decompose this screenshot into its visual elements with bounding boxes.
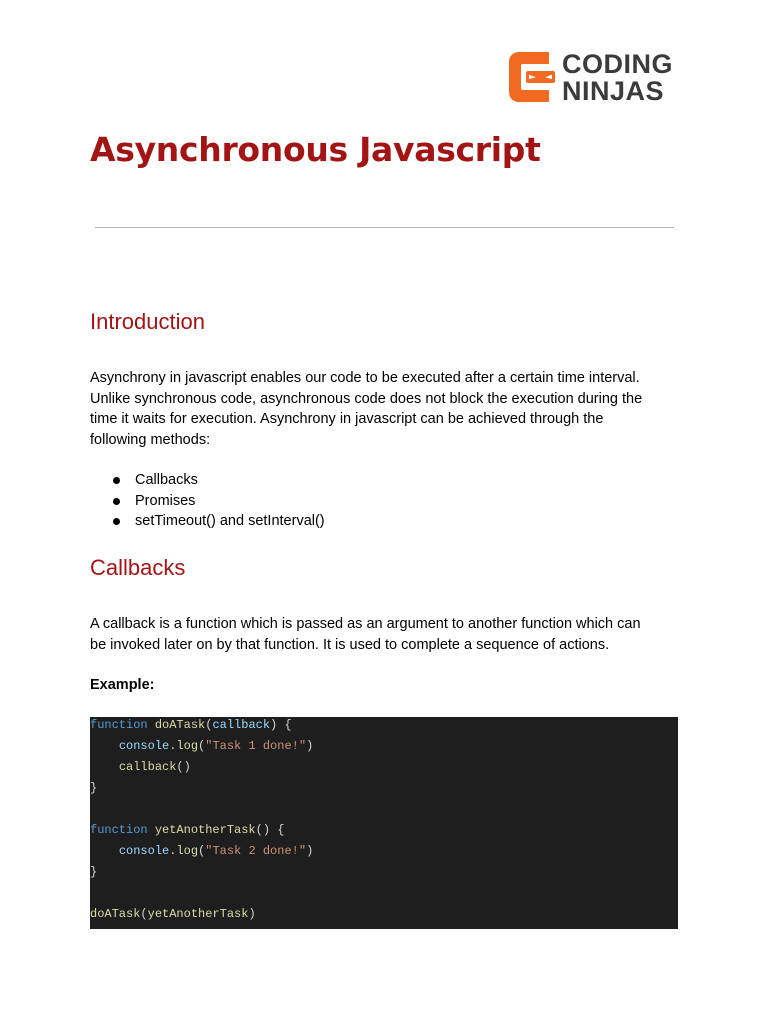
code-line [90,907,256,922]
code-line [90,823,284,838]
code-token: ( [198,739,206,753]
code-token: } [90,781,98,795]
code-token: callback [212,718,271,732]
code-token: ( [198,844,206,858]
code-token: log [176,739,199,753]
callbacks-paragraph [90,614,670,655]
code-token: ) [306,844,314,858]
code-token: function [90,823,148,837]
code-token: yetAnotherTask [154,823,256,837]
code-token: yetAnotherTask [147,907,249,921]
callbacks-line: A callback is a function which is passed as an argument to another function which can [90,616,641,632]
code-token: callback [118,760,177,774]
code-token: . [169,844,177,858]
code-token [90,760,119,774]
code-token: "Task 2 done!" [205,844,307,858]
bullet-icon [113,477,120,484]
code-line [90,739,313,754]
code-token: ( [140,907,148,921]
code-token: ) [306,739,314,753]
code-line [90,760,191,775]
code-block [90,717,678,929]
code-token: function [90,718,148,732]
ninja-mask-icon [509,52,555,102]
title-divider [95,227,674,228]
code-token: console [118,844,170,858]
logo-wordmark [562,51,682,105]
code-token [148,718,155,732]
code-token: "Task 1 done!" [205,739,307,753]
code-token: () [176,760,191,774]
code-token: doATask [90,907,141,921]
code-token: ) [248,907,256,921]
code-line [90,865,97,880]
logo-line-coding: CODING [562,49,673,79]
introduction-line: Asynchrony in javascript enables our code to be executed after a certain time interval. [90,370,640,386]
example-label: Example: [90,677,155,693]
code-line [90,781,97,796]
code-token: } [90,865,98,879]
list-item-text: setTimeout() and setInterval() [135,513,325,530]
callbacks-line: be invoked later on by that function. It is used to complete a sequence of actions. [90,636,610,653]
introduction-paragraph [90,368,670,451]
list-item-text: Promises [135,492,196,509]
code-token [90,844,119,858]
list-item [90,511,325,532]
code-token [90,739,119,753]
list-item-text: Callbacks [135,472,198,488]
code-line [90,718,292,733]
code-token: () { [255,823,285,837]
section-heading-introduction: Introduction [90,309,205,334]
code-token: ( [205,718,213,732]
introduction-line: Unlike synchronous code, asynchronous code does not block the execution during the [90,390,643,407]
code-token: . [169,739,177,753]
introduction-line: following methods: [90,432,211,449]
code-token: ) { [270,718,292,732]
bullet-icon [113,518,120,525]
code-token: console [118,739,170,753]
code-token: log [176,844,199,858]
code-token [148,823,155,837]
introduction-line: time it waits for execution. Asynchrony in javascript can be achieved through the [90,411,604,428]
code-token: doATask [154,718,206,732]
list-item [90,470,325,491]
code-line [90,844,313,859]
document-title: Asynchronous Javascript [90,130,541,169]
logo-line-ninjas: NINJAS [562,76,665,106]
async-methods-list [90,470,325,532]
list-item [90,491,325,512]
coding-ninjas-logo [509,50,679,106]
section-heading-callbacks: Callbacks [90,555,186,580]
bullet-icon [113,498,120,505]
